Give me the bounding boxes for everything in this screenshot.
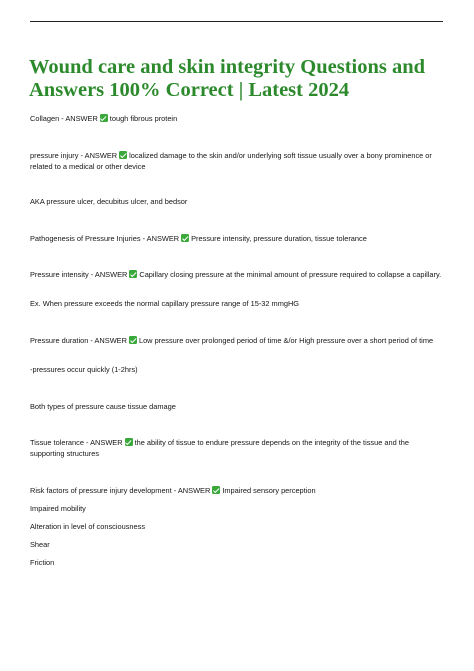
question-text: Collagen -	[30, 114, 66, 123]
document-title: Wound care and skin integrity Questions and Answers 100% Correct | Latest 2024	[29, 56, 426, 101]
answer-label: ANSWER	[84, 151, 118, 160]
answer-text: localized damage to the skin and/or underlying soft tissue usually over a bony prominence or related to a medical or other device	[30, 151, 432, 171]
green-check-icon	[129, 336, 137, 344]
answer-label: ANSWER	[94, 270, 128, 279]
qa-entry	[30, 233, 442, 244]
text-line: Friction	[30, 558, 55, 567]
text-line: AKA pressure ulcer, decubitus ulcer, and bedsor	[30, 197, 188, 206]
answer-text: Impaired sensory perception	[222, 486, 316, 495]
answer-text: Pressure intensity, pressure duration, tissue tolerance	[191, 234, 367, 243]
green-check-icon	[212, 486, 220, 494]
text-line: Impaired mobility	[30, 504, 86, 513]
green-check-icon	[125, 438, 133, 446]
text-line: Ex. When pressure exceeds the normal capillary pressure range of 15-32 mmgHG	[30, 299, 300, 308]
text-line: Alteration in level of consciousness	[30, 522, 146, 531]
question-text: Pressure duration -	[30, 336, 95, 345]
green-check-icon	[129, 270, 137, 278]
text-line: -pressures occur quickly (1-2hrs)	[30, 365, 138, 374]
answer-text: Low pressure over prolonged period of time &/or High pressure over a short period of time	[138, 336, 434, 345]
qa-entry	[30, 485, 442, 496]
header-rule	[30, 21, 443, 22]
answer-label: ANSWER	[146, 234, 180, 243]
question-text: Tissue tolerance -	[30, 438, 91, 447]
qa-entry	[30, 335, 442, 346]
green-check-icon	[119, 151, 127, 159]
qa-entry	[30, 269, 442, 280]
answer-text: tough fibrous protein	[109, 114, 178, 123]
green-check-icon	[100, 114, 108, 122]
answer-label: ANSWER	[94, 336, 127, 345]
question-text: Pathogenesis of Pressure Injuries -	[30, 234, 147, 243]
qa-entry	[30, 113, 442, 124]
answer-label: ANSWER	[90, 438, 123, 447]
text-line: Shear	[30, 540, 50, 549]
question-text: Risk factors of pressure injury development -	[30, 486, 178, 495]
text-line: Both types of pressure cause tissue damage	[30, 402, 176, 411]
qa-entry	[30, 437, 442, 459]
answer-label: ANSWER	[177, 486, 211, 495]
green-check-icon	[181, 234, 189, 242]
answer-text: the ability of tissue to endure pressure depends on the integrity of the tissue and the supporting structures	[30, 438, 410, 458]
question-text: Pressure intensity -	[30, 270, 95, 279]
answer-label: ANSWER	[65, 114, 98, 123]
question-text: pressure injury -	[30, 151, 85, 160]
answer-text: Capillary closing pressure at the minimal amount of pressure required to collapse a capillary.	[139, 270, 442, 279]
qa-entry	[30, 150, 442, 172]
